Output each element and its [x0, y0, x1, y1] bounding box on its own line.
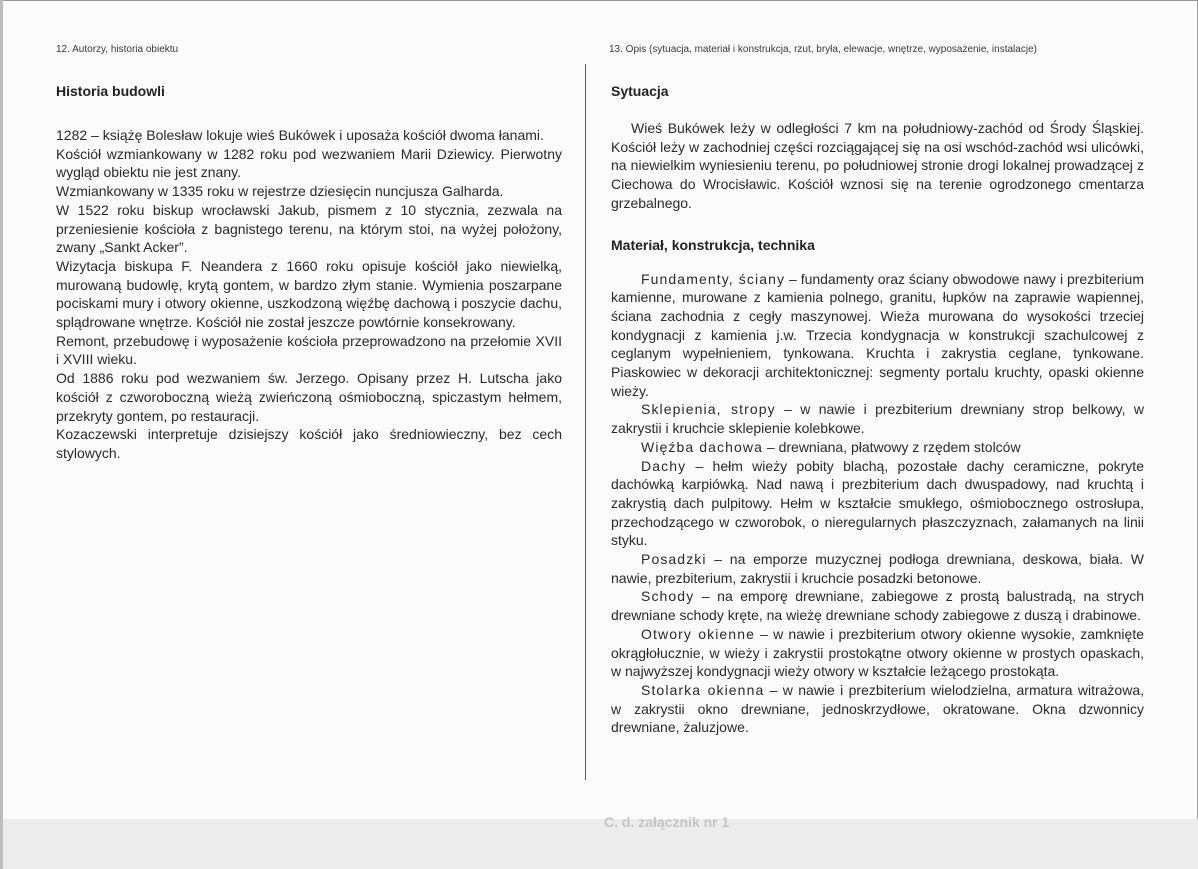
material-term: Więźba dachowa — [641, 438, 764, 455]
material-text: – w nawie i prezbiterium wielodzielna, armatura witrażowa, w zakrystii okno drewniane, jednoskrzydłowe, okratowane. Okna dzwonnicy drewniane, żaluzjowe. — [611, 681, 1144, 736]
history-paragraph: W 1522 roku biskup wrocławski Jakub, pismem z 10 stycznia, zezwala na przeniesienie kościoła z bagnistego terenu, na którym stoi, na wyżej położony, zwany „Sankt Acker”. — [56, 201, 562, 256]
history-paragraph: Kozaczewski interpretuje dzisiejszy kościół jako średniowieczny, bez cech stylowych. — [56, 426, 562, 461]
material-item-roofs — [611, 457, 1144, 551]
section-label-authors-history: 12. Autorzy, historia obiektu — [56, 44, 179, 55]
material-text: – fundamenty oraz ściany obwodowe nawy i prezbiterium kamienne, murowane z kamienia polnego, granitu, łupków na zaprawie wapiennej, ściana zachodnia z cegły maszynowej. Wieża murowana do wysokości trzeciej kondygnacji z kamienia j.w. Trzecia kondygnacja w konstrukcji szachulcowej z ceglanym wypełnieniem, tynkowana. Kruchta i zakrystia ceglane, tynkowane. Piaskowiec w dekoracji architektonicznej: segmenty portalu kruchty, opaski okienne wieży. — [611, 270, 1144, 399]
material-heading: Materiał, konstrukcja, technika — [611, 236, 815, 253]
material-item-floors — [611, 550, 1144, 587]
material-item-windows — [611, 625, 1144, 681]
material-term: Sklepienia, stropy — [641, 401, 776, 418]
history-paragraph: Wzmiankowany w 1335 roku w rejestrze dziesięcin nuncjusza Galharda. — [56, 183, 504, 200]
history-paragraph: Remont, przebudowę i wyposażenie kościoła przeprowadzono na przełomie XVII i XVIII wieku. — [56, 332, 562, 368]
situation-text: Wieś Bukówek leży w odległości 7 km na południowy-zachód od Środy Śląskiej. Kościół leży w zachodniej części rozciągającej się na osi wschód-zachód wsi ulicówki, na niewielkim wyniesieniu terenu, po południowej stronie drogi lokalnej prowadzącej z Ciechowa do Wrocisławic. Kościół wznosi się na terenie ogrodzonego cmentarza grzebalnego. — [611, 120, 1144, 211]
bottom-scan-band — [0, 819, 1198, 869]
history-paragraph: Kościół wzmiankowany w 1282 roku pod wezwaniem Marii Dziewicy. Pierwotny wygląd obiektu nie jest znany. — [56, 145, 562, 181]
history-column — [56, 82, 562, 463]
material-term: Otwory okienne — [641, 625, 755, 642]
material-item-stairs — [611, 587, 1144, 624]
material-term: Posadzki — [641, 551, 707, 568]
column-divider — [585, 64, 586, 780]
section-label-description: 13. Opis (sytuacja, materiał i konstrukcja, rzut, bryła, elewacje, wnętrze, wyposażenie, instalacje) — [609, 44, 1037, 55]
material-text: – na emporze muzycznej podłoga drewniana, deskowa, biała. W nawie, prezbiterium, zakrystii i kruchcie posadzki betonowe. — [611, 551, 1144, 586]
material-term: Dachy — [641, 457, 687, 474]
description-column — [611, 82, 1144, 737]
material-item-foundations — [611, 270, 1144, 401]
left-scan-edge — [0, 0, 3, 869]
history-paragraph: Od 1886 roku pod wezwaniem św. Jerzego. Opisany przez H. Lutscha jako kościół z czworoboczną wieżą zwieńczoną ośmioboczną, spiczastym hełmem, przekryty gontem, po restauracji. — [56, 370, 562, 424]
material-item-vaults — [611, 400, 1144, 437]
material-text: – drewniana, płatwowy z rzędem stolców — [763, 438, 1021, 455]
material-term: Stolarka okienna — [641, 681, 765, 698]
history-paragraph: 1282 – książę Bolesław lokuje wieś Bukówek i uposaża kościół dwoma łanami. — [56, 127, 544, 143]
material-term: Fundamenty, ściany — [641, 270, 786, 287]
material-text: – hełm wieży pobity blachą, pozostałe dachy ceramiczne, pokryte dachówką karpiówką. Nad nawą i prezbiterium dach dwuspadowy, nad kruchtą i zakrystią dach pulpitowy. Hełm w kształcie smukłego, ośmiobocznego ostrosłupa, przechodzącego w czworobok, o nieregularnych płaszczyznach, załamanych na linii styku. — [611, 457, 1144, 549]
material-item-roof-truss — [611, 438, 1144, 457]
history-paragraph: Wizytacja biskupa F. Neandera z 1660 roku opisuje kościół jako niewielką, murowaną budowlę, krytą gontem, w bardzo złym stanie. Wymienia poszarpane pociskami mury i otwory okienne, uszkodzoną więźbę dachową i poszycie dachu, splądrowane wnętrze. Kościół nie został jeszcze powtórnie konsekrowany. — [56, 257, 562, 331]
material-text: – w nawie i prezbiterium otwory okienne wysokie, zamknięte okrągłołucznie, w wieży i zakrystii prostokątne otwory okienne w prostych opaskach, w najwyższej kondygnacji wieży otwory w kształcie leżącego prostokąta. — [611, 625, 1144, 680]
footer-attachment-mark: C. d. załącznik nr 1 — [604, 814, 730, 830]
situation-heading: Sytuacja — [611, 83, 669, 99]
material-text: – na emporę drewniane, zabiegowe z prostą balustradą, na strych drewniane schody kręte, na wieżę drewniane schody zabiegowe z duszą i drabinowe. — [611, 588, 1144, 624]
material-text: – w nawie i prezbiterium drewniany strop belkowy, w zakrystii i kruchcie sklepienie kolebkowe. — [611, 401, 1144, 437]
material-term: Schody — [641, 588, 695, 605]
history-heading: Historia budowli — [56, 83, 165, 99]
material-item-window-joinery — [611, 681, 1144, 737]
